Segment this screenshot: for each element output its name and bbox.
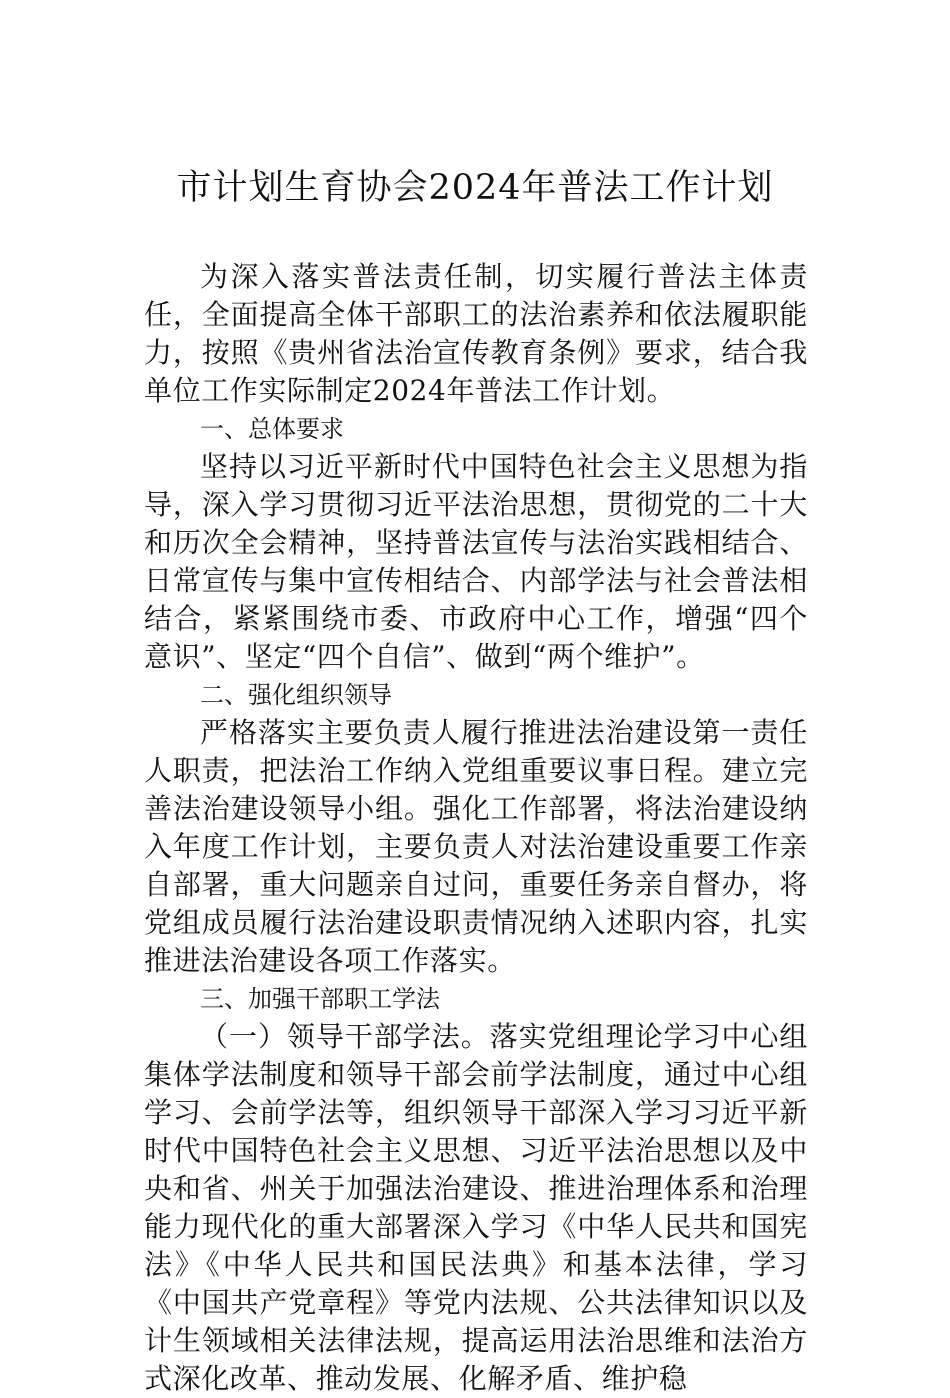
- section-heading-organization-leadership: 二、强化组织领导: [200, 681, 392, 709]
- section-heading-staff-law-study: 三、加强干部职工学法: [200, 985, 440, 1013]
- section-paragraph-organization-leadership: 严格落实主要负责人履行推进法治建设第一责任人职责，把法治工作纳入党组重要议事日程。建立完善法治建设领导小组。强化工作部署，将法治建设纳入年度工作计划，主要负责人对法治建设重要工作亲自部署，重大问题亲自过问，重要任务亲自督办，将党组成员履行法治建设职责情况纳入述职内容，扎实推进法治建设各项工作落实。: [144, 716, 808, 977]
- section-paragraph-general-requirements: 坚持以习近平新时代中国特色社会主义思想为指导，深入学习贯彻习近平法治思想，贯彻党的二十大和历次全会精神，坚持普法宣传与法治实践相结合、日常宣传与集中宣传相结合、内部学法与社会普法相结合，紧紧围绕市委、市政府中心工作，增强“四个意识”、坚定“四个自信”、做到“两个维护”。: [144, 450, 808, 673]
- intro-paragraph: 为深入落实普法责任制，切实履行普法主体责任，全面提高全体干部职工的法治素养和依法履职能力，按照《贵州省法治宣传教育条例》要求，结合我单位工作实际制定2024年普法工作计划。: [144, 260, 808, 407]
- section-paragraph-staff-law-study: （一）领导干部学法。落实党组理论学习中心组集体学法制度和领导干部会前学法制度，通过中心组学习、会前学法等，组织领导干部深入学习习近平新时代中国特色社会主义思想、习近平法治思想以及中央和省、州关于加强法治建设、推进治理体系和治理能力现代化的重大部署深入学习《中华人民共和国宪法》《中华人民共和国民法典》和基本法律，学习《中国共产党章程》等党内法规、公共法律知识以及计生领域相关法律法规，提高运用法治思维和法治方式深化改革、推动发展、化解矛盾、维护稳: [144, 1020, 808, 1395]
- section-heading-general-requirements: 一、总体要求: [200, 415, 344, 443]
- document-body: [144, 258, 808, 1398]
- document-title: 市计划生育协会2024年普法工作计划: [176, 168, 774, 208]
